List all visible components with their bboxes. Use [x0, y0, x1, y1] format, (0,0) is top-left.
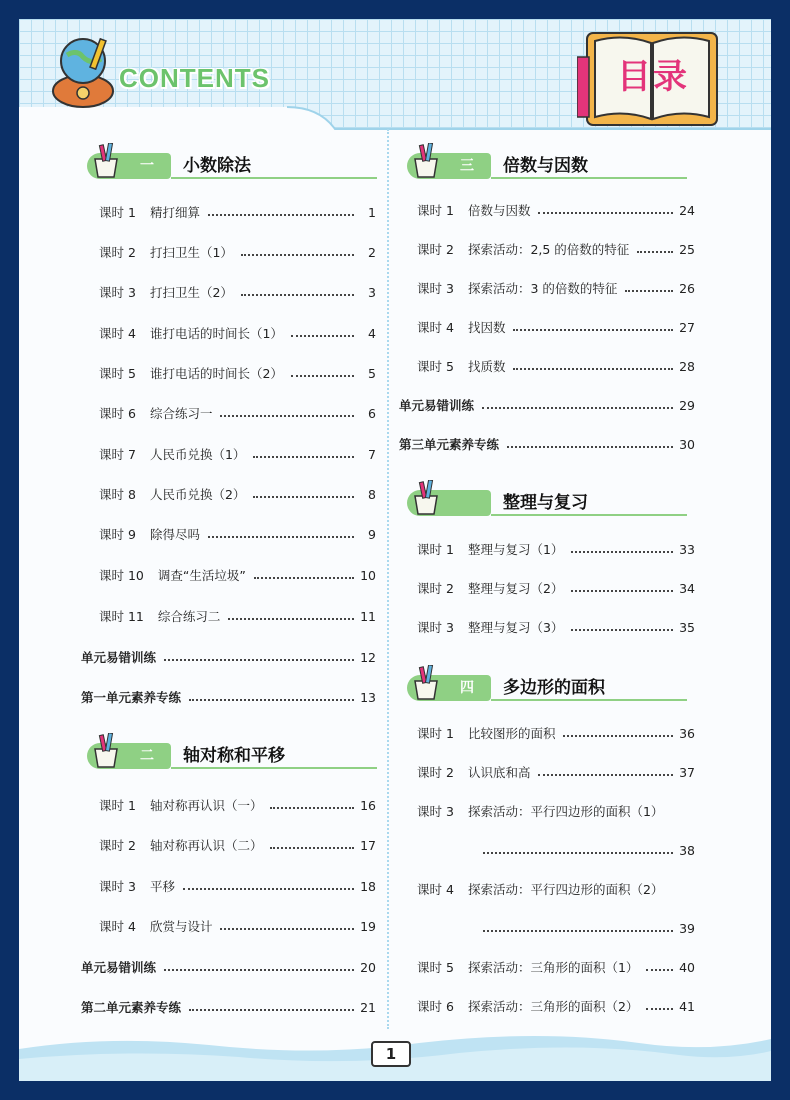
section-header-2 — [87, 737, 377, 773]
lesson-title: 欣赏与设计 — [149, 919, 213, 934]
page-number: 10 — [360, 567, 376, 583]
toc-entry[interactable] — [99, 876, 376, 896]
page-number: 27 — [679, 319, 695, 335]
dot-leader — [220, 928, 354, 930]
section-underline — [491, 514, 687, 516]
lesson-title: 打扫卫生（2） — [149, 285, 233, 300]
entry-title: 第三单元素养专练 — [399, 437, 500, 452]
dot-leader — [291, 375, 354, 377]
lesson-title: 轴对称再认识（二） — [149, 838, 263, 853]
dot-leader — [646, 1008, 673, 1010]
dot-leader — [270, 847, 354, 849]
dot-leader — [563, 735, 673, 737]
section-number: 三 — [460, 158, 474, 174]
section-underline — [171, 177, 377, 179]
section-number: 二 — [140, 748, 154, 764]
toc-entry[interactable] — [99, 524, 376, 544]
lesson-title: 除得尽吗 — [149, 527, 200, 542]
dot-leader — [482, 407, 673, 409]
dot-leader — [571, 551, 673, 553]
page-number: 29 — [679, 397, 695, 413]
lesson-number: 课时 3 — [99, 285, 136, 300]
page-number: 19 — [360, 918, 376, 934]
pencil-cup-icon — [89, 733, 123, 769]
section-underline — [491, 699, 687, 701]
section-title: 小数除法 — [183, 156, 251, 176]
page-number: 37 — [679, 764, 695, 780]
column-divider — [387, 129, 389, 1029]
page-number: 17 — [360, 837, 376, 853]
toc-entry[interactable] — [99, 444, 376, 464]
dot-leader — [270, 807, 354, 809]
toc-entry[interactable] — [99, 565, 376, 585]
lesson-title: 谁打电话的时间长（2） — [149, 366, 283, 381]
toc-entry[interactable] — [417, 578, 695, 598]
toc-entry[interactable] — [417, 539, 695, 559]
dot-leader — [513, 368, 673, 370]
page-number: 36 — [679, 725, 695, 741]
lesson-title: 找因数 — [467, 320, 506, 335]
toc-entry[interactable] — [417, 278, 695, 298]
section-underline — [491, 177, 687, 179]
page-number: 41 — [679, 998, 695, 1014]
lesson-number: 课时 2 — [99, 245, 136, 260]
toc-entry-continued[interactable] — [483, 918, 695, 938]
dot-leader — [220, 415, 354, 417]
lesson-title: 比较图形的面积 — [467, 726, 556, 741]
pencil-cup-icon — [409, 143, 443, 179]
toc-entry[interactable] — [99, 484, 376, 504]
lesson-title: 找质数 — [467, 359, 506, 374]
lesson-number: 课时 4 — [99, 919, 136, 934]
contents-heading: CONTENTS — [119, 63, 270, 93]
page-number: 28 — [679, 358, 695, 374]
page-number: 6 — [368, 405, 376, 421]
dot-leader — [571, 590, 673, 592]
lesson-number: 课时 2 — [417, 242, 454, 257]
lesson-title: 人民币兑换（2） — [149, 487, 246, 502]
entry-title: 单元易错训练 — [81, 650, 157, 665]
page-number: 9 — [368, 526, 376, 542]
lesson-title: 人民币兑换（1） — [149, 447, 246, 462]
lesson-title: 探索活动：三角形的面积（1） — [467, 960, 639, 975]
lesson-title: 探索活动：平行四边形的面积（1） — [467, 804, 664, 819]
lesson-number: 课时 1 — [99, 205, 136, 220]
lesson-title: 谁打电话的时间长（1） — [149, 326, 283, 341]
dot-leader — [164, 659, 354, 661]
lesson-title: 打扫卫生（1） — [149, 245, 233, 260]
page-number: 5 — [368, 365, 376, 381]
entry-title: 单元易错训练 — [399, 398, 475, 413]
toc-entry[interactable] — [417, 801, 695, 821]
page-number: 4 — [368, 325, 376, 341]
dot-leader — [538, 212, 673, 214]
toc-entry[interactable] — [417, 200, 695, 220]
toc-entry-unit[interactable] — [81, 997, 376, 1017]
lesson-number: 课时 5 — [417, 359, 454, 374]
dot-leader — [571, 629, 673, 631]
dot-leader — [483, 852, 673, 854]
dot-leader — [253, 456, 354, 458]
pencil-cup-icon — [409, 665, 443, 701]
lesson-number: 课时 6 — [417, 999, 454, 1014]
lesson-number: 课时 2 — [99, 838, 136, 853]
toc-entry[interactable] — [417, 723, 695, 743]
lesson-number: 课时 4 — [417, 320, 454, 335]
toc-entry[interactable] — [417, 317, 695, 337]
lesson-number: 课时 4 — [99, 326, 136, 341]
dot-leader — [189, 699, 354, 701]
page-number: 33 — [679, 541, 695, 557]
entry-title: 第二单元素养专练 — [81, 1000, 182, 1015]
lesson-title: 综合练习一 — [149, 406, 213, 421]
page-number: 38 — [679, 842, 695, 858]
page-number: 7 — [368, 446, 376, 462]
lesson-number: 课时 2 — [417, 581, 454, 596]
toc-entry-unit[interactable] — [399, 434, 695, 454]
dot-leader — [646, 969, 673, 971]
toc-entry-unit[interactable] — [81, 647, 376, 667]
lesson-title: 轴对称再认识（一） — [149, 798, 263, 813]
lesson-number: 课时 2 — [417, 765, 454, 780]
page-number: 21 — [360, 999, 376, 1015]
page-number: 39 — [679, 920, 695, 936]
lesson-number: 课时 5 — [417, 960, 454, 975]
dot-leader — [637, 251, 673, 253]
pencil-cup-icon — [89, 143, 123, 179]
toc-entry[interactable] — [99, 242, 376, 262]
lesson-number: 课时 3 — [417, 804, 454, 819]
toc-entry[interactable] — [99, 835, 376, 855]
lesson-number: 课时 9 — [99, 527, 136, 542]
dot-leader — [164, 969, 354, 971]
toc-entry[interactable] — [99, 202, 376, 222]
dot-leader — [538, 774, 673, 776]
dot-leader — [483, 930, 673, 932]
dot-leader — [208, 214, 354, 216]
section-number: 四 — [460, 680, 474, 696]
page-number: 8 — [368, 486, 376, 502]
lesson-number: 课时 4 — [417, 882, 454, 897]
toc-entry[interactable] — [417, 762, 695, 782]
toc-entry[interactable] — [417, 996, 695, 1016]
section-title: 整理与复习 — [503, 493, 588, 513]
section-title: 多边形的面积 — [503, 678, 605, 698]
pencil-cup-icon — [409, 480, 443, 516]
lesson-title: 整理与复习（3） — [467, 620, 564, 635]
lesson-number: 课时 11 — [99, 609, 144, 624]
section-underline — [171, 767, 377, 769]
toc-entry-unit[interactable] — [81, 687, 376, 707]
lesson-number: 课时 3 — [99, 879, 136, 894]
lesson-title: 调查“生活垃圾” — [157, 568, 246, 583]
lesson-number: 课时 7 — [99, 447, 136, 462]
toc-entry[interactable] — [417, 617, 695, 637]
dot-leader — [241, 254, 354, 256]
lesson-title: 综合练习二 — [157, 609, 221, 624]
lesson-number: 课时 6 — [99, 406, 136, 421]
toc-entry[interactable] — [99, 323, 376, 343]
dot-leader — [189, 1009, 354, 1011]
lesson-title: 探索活动：三角形的面积（2） — [467, 999, 639, 1014]
lesson-number: 课时 1 — [417, 203, 454, 218]
lesson-title: 整理与复习（2） — [467, 581, 564, 596]
page-number: 25 — [679, 241, 695, 257]
section-title: 倍数与因数 — [503, 156, 588, 176]
section-header-4 — [407, 669, 697, 705]
page-number: 40 — [679, 959, 695, 975]
page-number: 35 — [679, 619, 695, 635]
dot-leader — [625, 290, 673, 292]
dot-leader — [254, 577, 354, 579]
lesson-title: 探索活动：3 的倍数的特征 — [467, 281, 618, 296]
lesson-number: 课时 1 — [417, 542, 454, 557]
section-header-review — [407, 484, 697, 520]
lesson-number: 课时 1 — [99, 798, 136, 813]
entry-title: 单元易错训练 — [81, 960, 157, 975]
section-header-3 — [407, 147, 697, 183]
dot-leader — [513, 329, 673, 331]
toc-entry[interactable] — [99, 282, 376, 302]
toc-entry[interactable] — [417, 957, 695, 977]
lesson-number: 课时 8 — [99, 487, 136, 502]
dot-leader — [291, 335, 354, 337]
section-number: 一 — [140, 158, 154, 174]
toc-entry[interactable] — [417, 239, 695, 259]
lesson-title: 倍数与因数 — [467, 203, 531, 218]
toc-entry[interactable] — [99, 403, 376, 423]
lesson-title: 整理与复习（1） — [467, 542, 564, 557]
lesson-title: 平移 — [149, 879, 175, 894]
page-number: 12 — [360, 649, 376, 665]
lesson-number: 课时 3 — [417, 620, 454, 635]
lesson-number: 课时 10 — [99, 568, 144, 583]
entry-title: 第一单元素养专练 — [81, 690, 182, 705]
toc-entry[interactable] — [99, 363, 376, 383]
section-header-1 — [87, 147, 377, 183]
page-number-badge: 1 — [371, 1041, 411, 1067]
page-number: 30 — [679, 436, 695, 452]
toc-entry[interactable] — [99, 916, 376, 936]
page-number: 34 — [679, 580, 695, 596]
page-number: 18 — [360, 878, 376, 894]
dot-leader — [507, 446, 673, 448]
dot-leader — [208, 536, 354, 538]
lesson-title: 探索活动：2,5 的倍数的特征 — [467, 242, 630, 257]
page-number: 11 — [360, 608, 376, 624]
toc-entry[interactable] — [417, 356, 695, 376]
page-number: 16 — [360, 797, 376, 813]
page-number: 2 — [368, 244, 376, 260]
toc-page — [19, 19, 771, 1081]
page-number: 13 — [360, 689, 376, 705]
toc-entry-continued[interactable] — [483, 840, 695, 860]
page-number: 3 — [368, 284, 376, 300]
lesson-title: 探索活动：平行四边形的面积（2） — [467, 882, 664, 897]
dot-leader — [228, 618, 354, 620]
toc-entry-unit[interactable] — [399, 395, 695, 415]
globe-bag-icon — [43, 31, 123, 111]
lesson-number: 课时 3 — [417, 281, 454, 296]
dot-leader — [183, 888, 354, 890]
dot-leader — [253, 496, 354, 498]
page-number: 20 — [360, 959, 376, 975]
lesson-title: 精打细算 — [149, 205, 200, 220]
dot-leader — [241, 294, 354, 296]
lesson-number: 课时 1 — [417, 726, 454, 741]
toc-entry[interactable] — [99, 606, 376, 626]
lesson-number: 课时 5 — [99, 366, 136, 381]
page-number: 26 — [679, 280, 695, 296]
page-number: 24 — [679, 202, 695, 218]
toc-entry-unit[interactable] — [81, 957, 376, 977]
section-title: 轴对称和平移 — [183, 746, 285, 766]
book-title: 目录 — [617, 57, 689, 97]
toc-entry[interactable] — [99, 795, 376, 815]
lesson-title: 认识底和高 — [467, 765, 531, 780]
page-number: 1 — [368, 204, 376, 220]
toc-entry[interactable] — [417, 879, 695, 899]
